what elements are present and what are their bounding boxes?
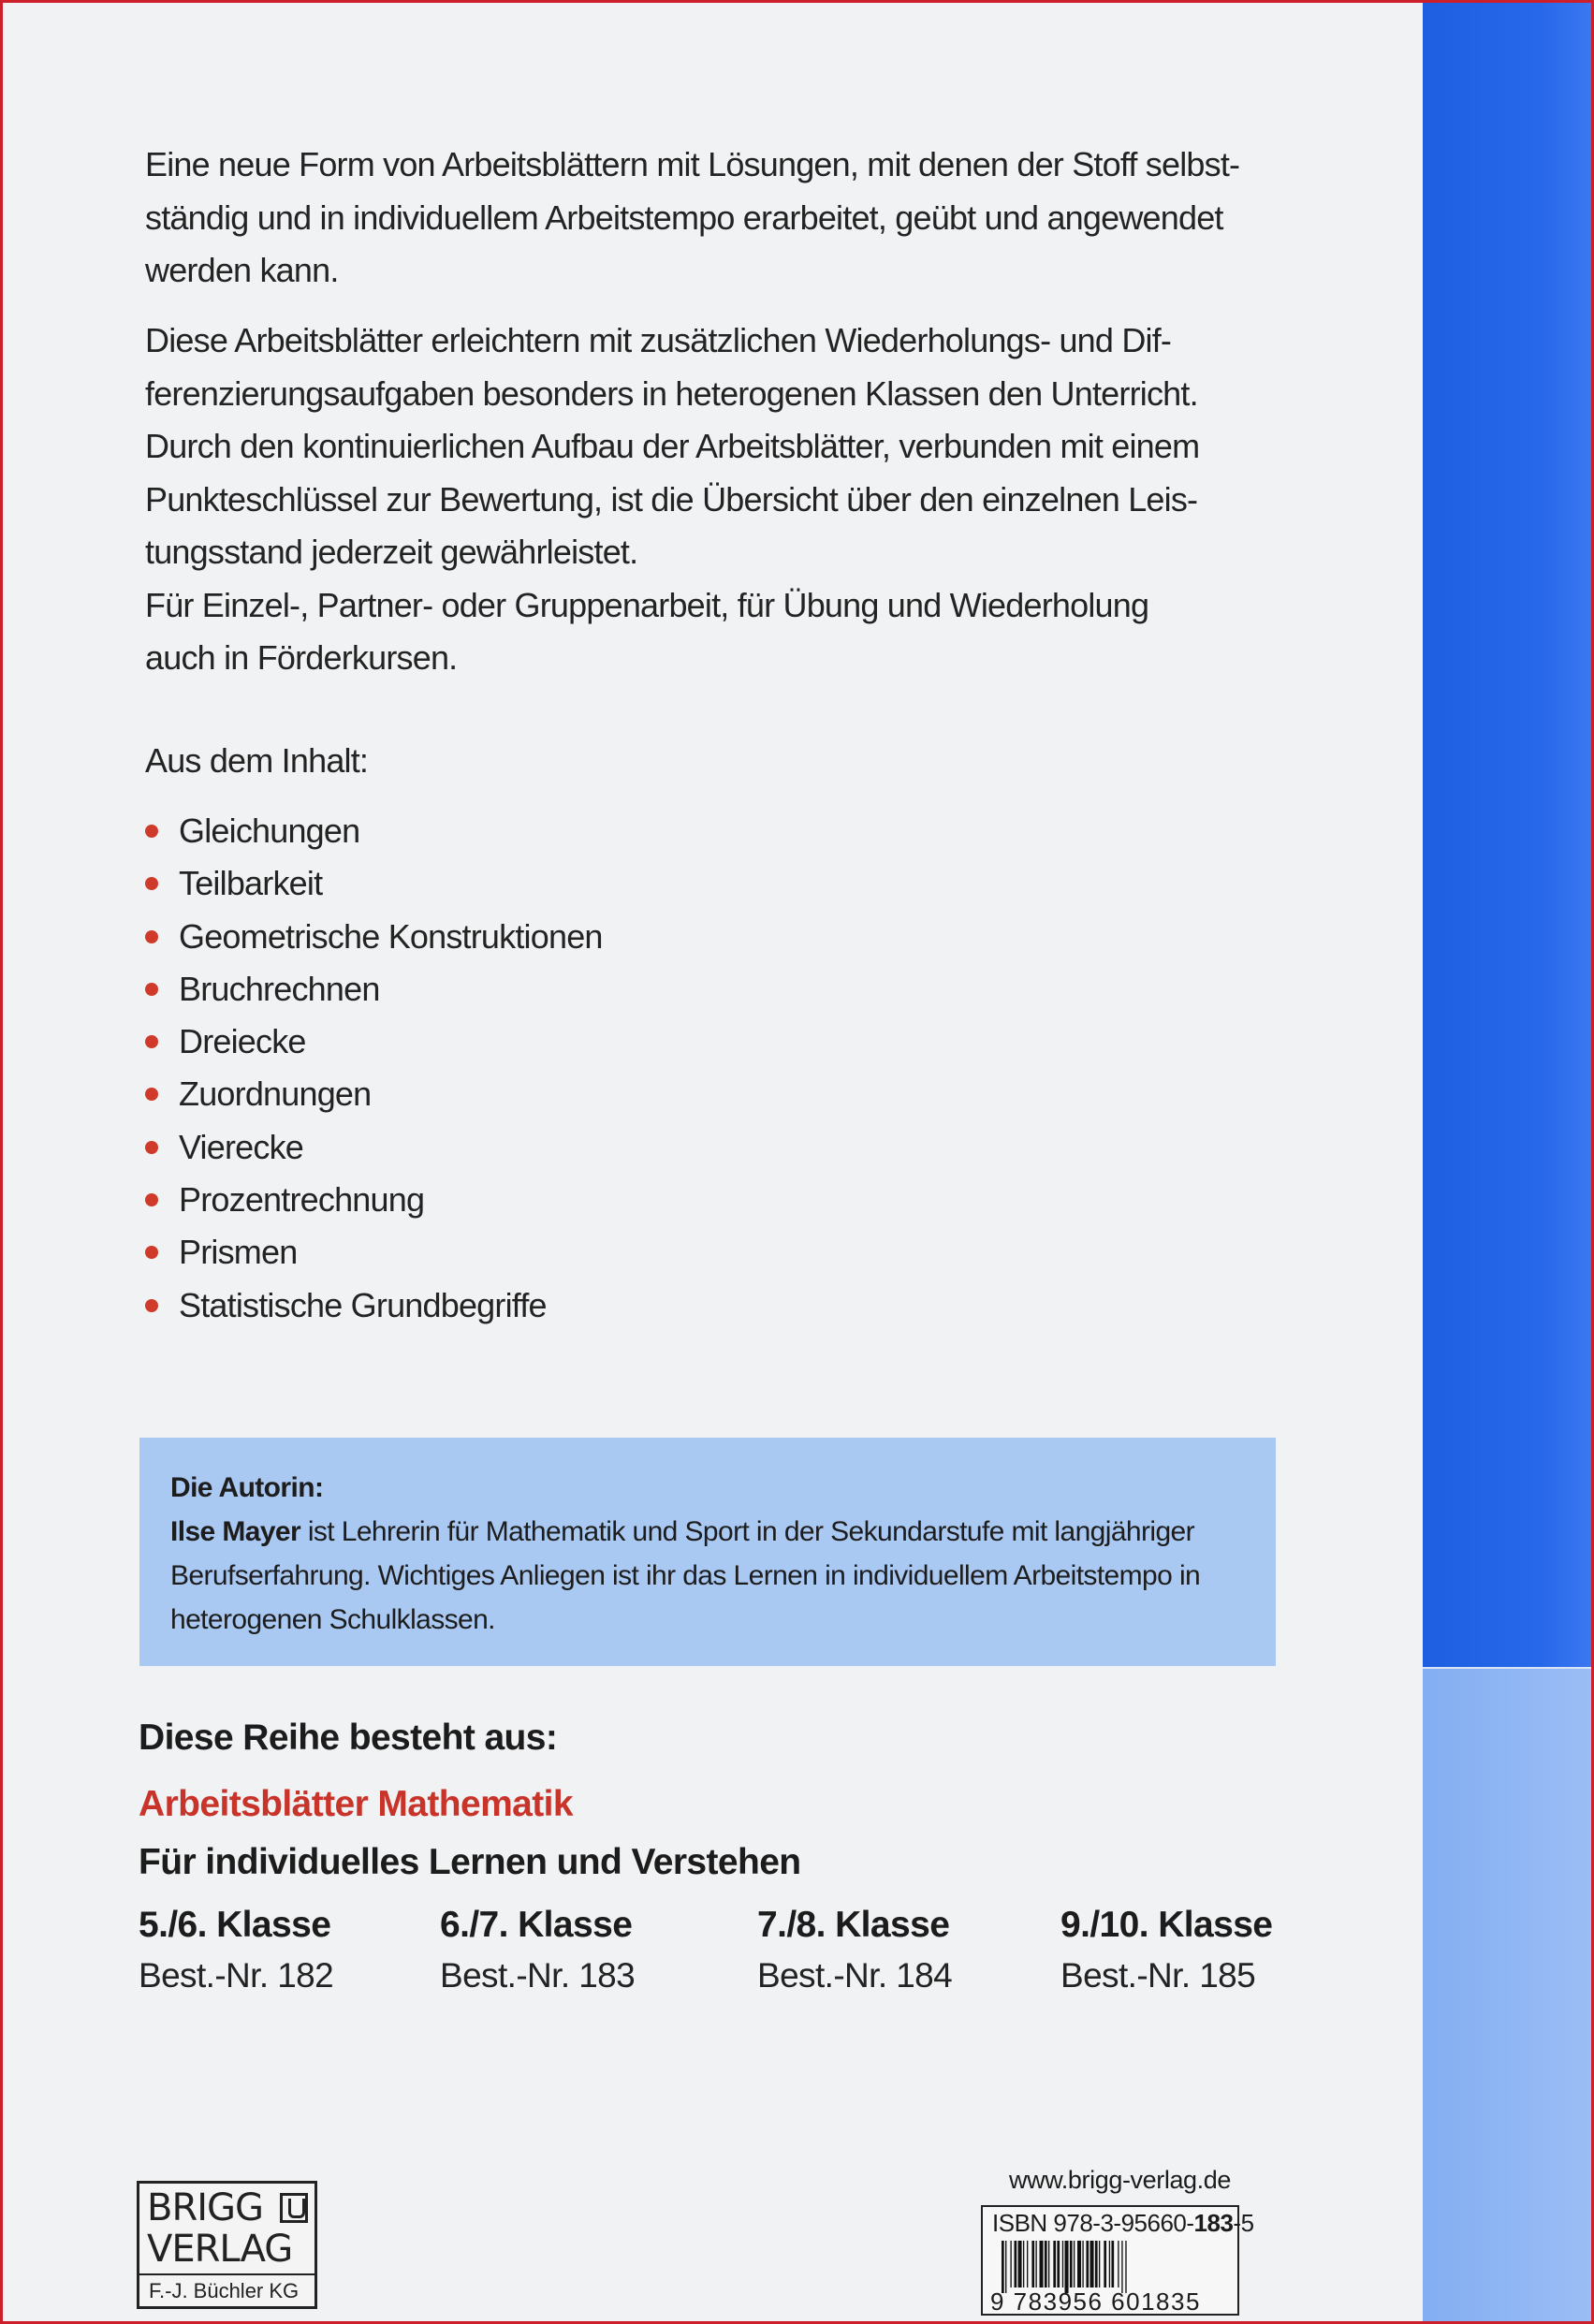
- barcode-bar: [1005, 2241, 1006, 2293]
- list-item: [145, 1068, 603, 1120]
- blue-spine-band: [1423, 3, 1591, 1669]
- isbn-barcode-box: [981, 2205, 1254, 2316]
- list-item: [145, 1121, 603, 1174]
- barcode-bar: [1002, 2241, 1004, 2293]
- list-item: [145, 911, 603, 963]
- list-item: [145, 1174, 603, 1226]
- list-item-label: Prozentrechnung: [179, 1180, 425, 1220]
- bullet-icon: [145, 1299, 158, 1312]
- list-item-label: Gleichungen: [179, 811, 360, 850]
- description-line: auch in Förderkursen.: [145, 638, 458, 677]
- author-name: Ilse Mayer: [170, 1516, 301, 1547]
- list-item-label: Bruchrechnen: [179, 969, 380, 1008]
- barcode-bar: [1057, 2241, 1060, 2287]
- barcode-bar: [1040, 2241, 1044, 2287]
- volume-order-number: Best.-Nr. 184: [757, 1956, 953, 1995]
- barcode-bar: [1062, 2241, 1063, 2287]
- list-item-label: Teilbarkeit: [179, 864, 323, 903]
- barcode-bar: [1048, 2241, 1049, 2287]
- description-line: ferenzierungsaufgaben besonders in heterogenen Klassen den Unterricht.: [145, 373, 1198, 413]
- isbn-label: [992, 2209, 1254, 2238]
- series-volume: [440, 1900, 635, 2001]
- volume-grade: 7./8. Klasse: [757, 1905, 950, 1945]
- isbn-bold: 183: [1193, 2209, 1234, 2237]
- list-item: [145, 963, 603, 1016]
- barcode-bar: [1099, 2241, 1100, 2287]
- bullet-icon: [145, 1035, 158, 1048]
- barcode-icon: [1002, 2241, 1236, 2293]
- volume-order-number: Best.-Nr. 185: [1060, 1956, 1256, 1995]
- volume-order-number: Best.-Nr. 182: [139, 1956, 334, 1995]
- series-volume: [757, 1900, 952, 2001]
- series-heading: Diese Reihe besteht aus:: [139, 1717, 558, 1758]
- barcode-bar: [1090, 2241, 1094, 2287]
- bullet-icon: [145, 877, 158, 890]
- logo-divider: [139, 2273, 314, 2275]
- barcode-bar: [1077, 2241, 1081, 2287]
- logo-word: BRIGG: [147, 2186, 264, 2229]
- description-line: Diese Arbeitsblätter erleichtern mit zusätzlichen Wiederholungs- und Dif-: [145, 321, 1172, 359]
- volume-order-number: Best.-Nr. 183: [440, 1956, 636, 1995]
- list-item: [145, 1016, 603, 1068]
- intro-paragraph: [145, 139, 1287, 298]
- author-bio-line: Berufserfahrung. Wichtiges Anliegen ist ihr das Lernen in individuellem Arbeitstempo in: [170, 1560, 1201, 1591]
- barcode-bar: [1027, 2241, 1028, 2287]
- bullet-icon: [145, 1193, 158, 1206]
- description-line: Für Einzel-, Partner- oder Gruppenarbeit, für Übung und Wiederholung: [145, 585, 1149, 624]
- author-bio-line: heterogenen Schulklassen.: [170, 1604, 495, 1635]
- list-item-label: Geometrische Konstruktionen: [179, 916, 603, 956]
- list-item: [145, 1226, 603, 1279]
- bullet-icon: [145, 1141, 158, 1154]
- barcode-digits: 9 783956 601835: [990, 2287, 1201, 2316]
- book-icon: [280, 2193, 308, 2223]
- description-line: Punkteschlüssel zur Bewertung, ist die Übersicht über den einzelnen Leis-: [145, 479, 1198, 519]
- list-item: [145, 805, 603, 857]
- barcode-bar: [1023, 2241, 1024, 2287]
- author-bio-text: ist Lehrerin für Mathematik und Sport in der Sekundarstufe mit langjähriger: [300, 1516, 1194, 1547]
- intro-line: ständig und in individuellem Arbeitstempo erarbeitet, geübt und angewendet: [145, 197, 1223, 237]
- series-subtitle: Für individuelles Lernen und Verstehen: [139, 1842, 801, 1882]
- author-bio-line: [170, 1510, 1246, 1554]
- description-paragraph: [145, 314, 1287, 685]
- volume-grade: 9./10. Klasse: [1060, 1905, 1273, 1945]
- list-item: [145, 1279, 603, 1332]
- barcode-bar: [1074, 2241, 1075, 2287]
- barcode-bar: [1125, 2241, 1126, 2293]
- barcode-bar: [1121, 2241, 1122, 2293]
- barcode-bar: [1082, 2241, 1083, 2287]
- list-item-label: Zuordnungen: [179, 1074, 372, 1114]
- list-item: [145, 857, 603, 910]
- volume-grade: 5./6. Klasse: [139, 1905, 331, 1945]
- logo-word: VERLAG: [147, 2228, 293, 2271]
- contents-list: [145, 805, 603, 1332]
- bullet-icon: [145, 1088, 158, 1101]
- light-blue-spine-band: [1423, 1669, 1591, 2324]
- series-volume: [1060, 1900, 1272, 2001]
- publisher-logo: [137, 2181, 317, 2309]
- barcode-bar: [1109, 2241, 1110, 2287]
- barcode-bar: [1111, 2241, 1114, 2287]
- isbn-suffix: -5: [1233, 2209, 1254, 2237]
- series-title: Arbeitsblätter Mathematik: [139, 1784, 573, 1824]
- barcode-bar: [1070, 2241, 1073, 2287]
- list-item-label: Statistische Grundbegriffe: [179, 1285, 547, 1324]
- list-item-label: Prismen: [179, 1233, 298, 1272]
- author-box: [139, 1438, 1276, 1666]
- intro-line: Eine neue Form von Arbeitsblättern mit Lösungen, mit denen der Stoff selbst-: [145, 145, 1240, 183]
- publisher-website: www.brigg-verlag.de: [1009, 2166, 1232, 2194]
- description-line: Durch den kontinuierlichen Aufbau der Arbeitsblätter, verbunden mit einem: [145, 427, 1200, 465]
- barcode-bar: [1095, 2241, 1098, 2287]
- barcode-bar: [1031, 2241, 1034, 2287]
- volume-grade: 6./7. Klasse: [440, 1905, 633, 1945]
- barcode-bar: [1015, 2241, 1017, 2287]
- isbn-prefix: ISBN 978-3-95660-: [992, 2209, 1194, 2237]
- bullet-icon: [145, 983, 158, 996]
- publisher-company: F.-J. Büchler KG: [149, 2279, 300, 2302]
- barcode-bar: [1086, 2241, 1089, 2287]
- series-volume: [139, 1900, 333, 2001]
- list-item-label: Vierecke: [179, 1127, 304, 1166]
- description-line: tungsstand jederzeit gewährleistet.: [145, 533, 638, 571]
- barcode-bar: [1035, 2241, 1036, 2287]
- bullet-icon: [145, 1246, 158, 1259]
- barcode-bar: [1104, 2241, 1106, 2287]
- barcode-bar: [1118, 2241, 1119, 2287]
- list-item-label: Dreiecke: [179, 1022, 306, 1061]
- bullet-icon: [145, 930, 158, 943]
- barcode-bar: [1065, 2241, 1069, 2293]
- barcode-bar: [1018, 2241, 1022, 2287]
- barcode-bar: [1010, 2241, 1011, 2287]
- contents-heading: Aus dem Inhalt:: [145, 741, 369, 780]
- intro-line: werden kann.: [145, 251, 339, 289]
- barcode-bar: [1045, 2241, 1047, 2287]
- author-heading: Die Autorin:: [170, 1472, 324, 1503]
- bullet-icon: [145, 825, 158, 838]
- barcode-bar: [1053, 2241, 1056, 2287]
